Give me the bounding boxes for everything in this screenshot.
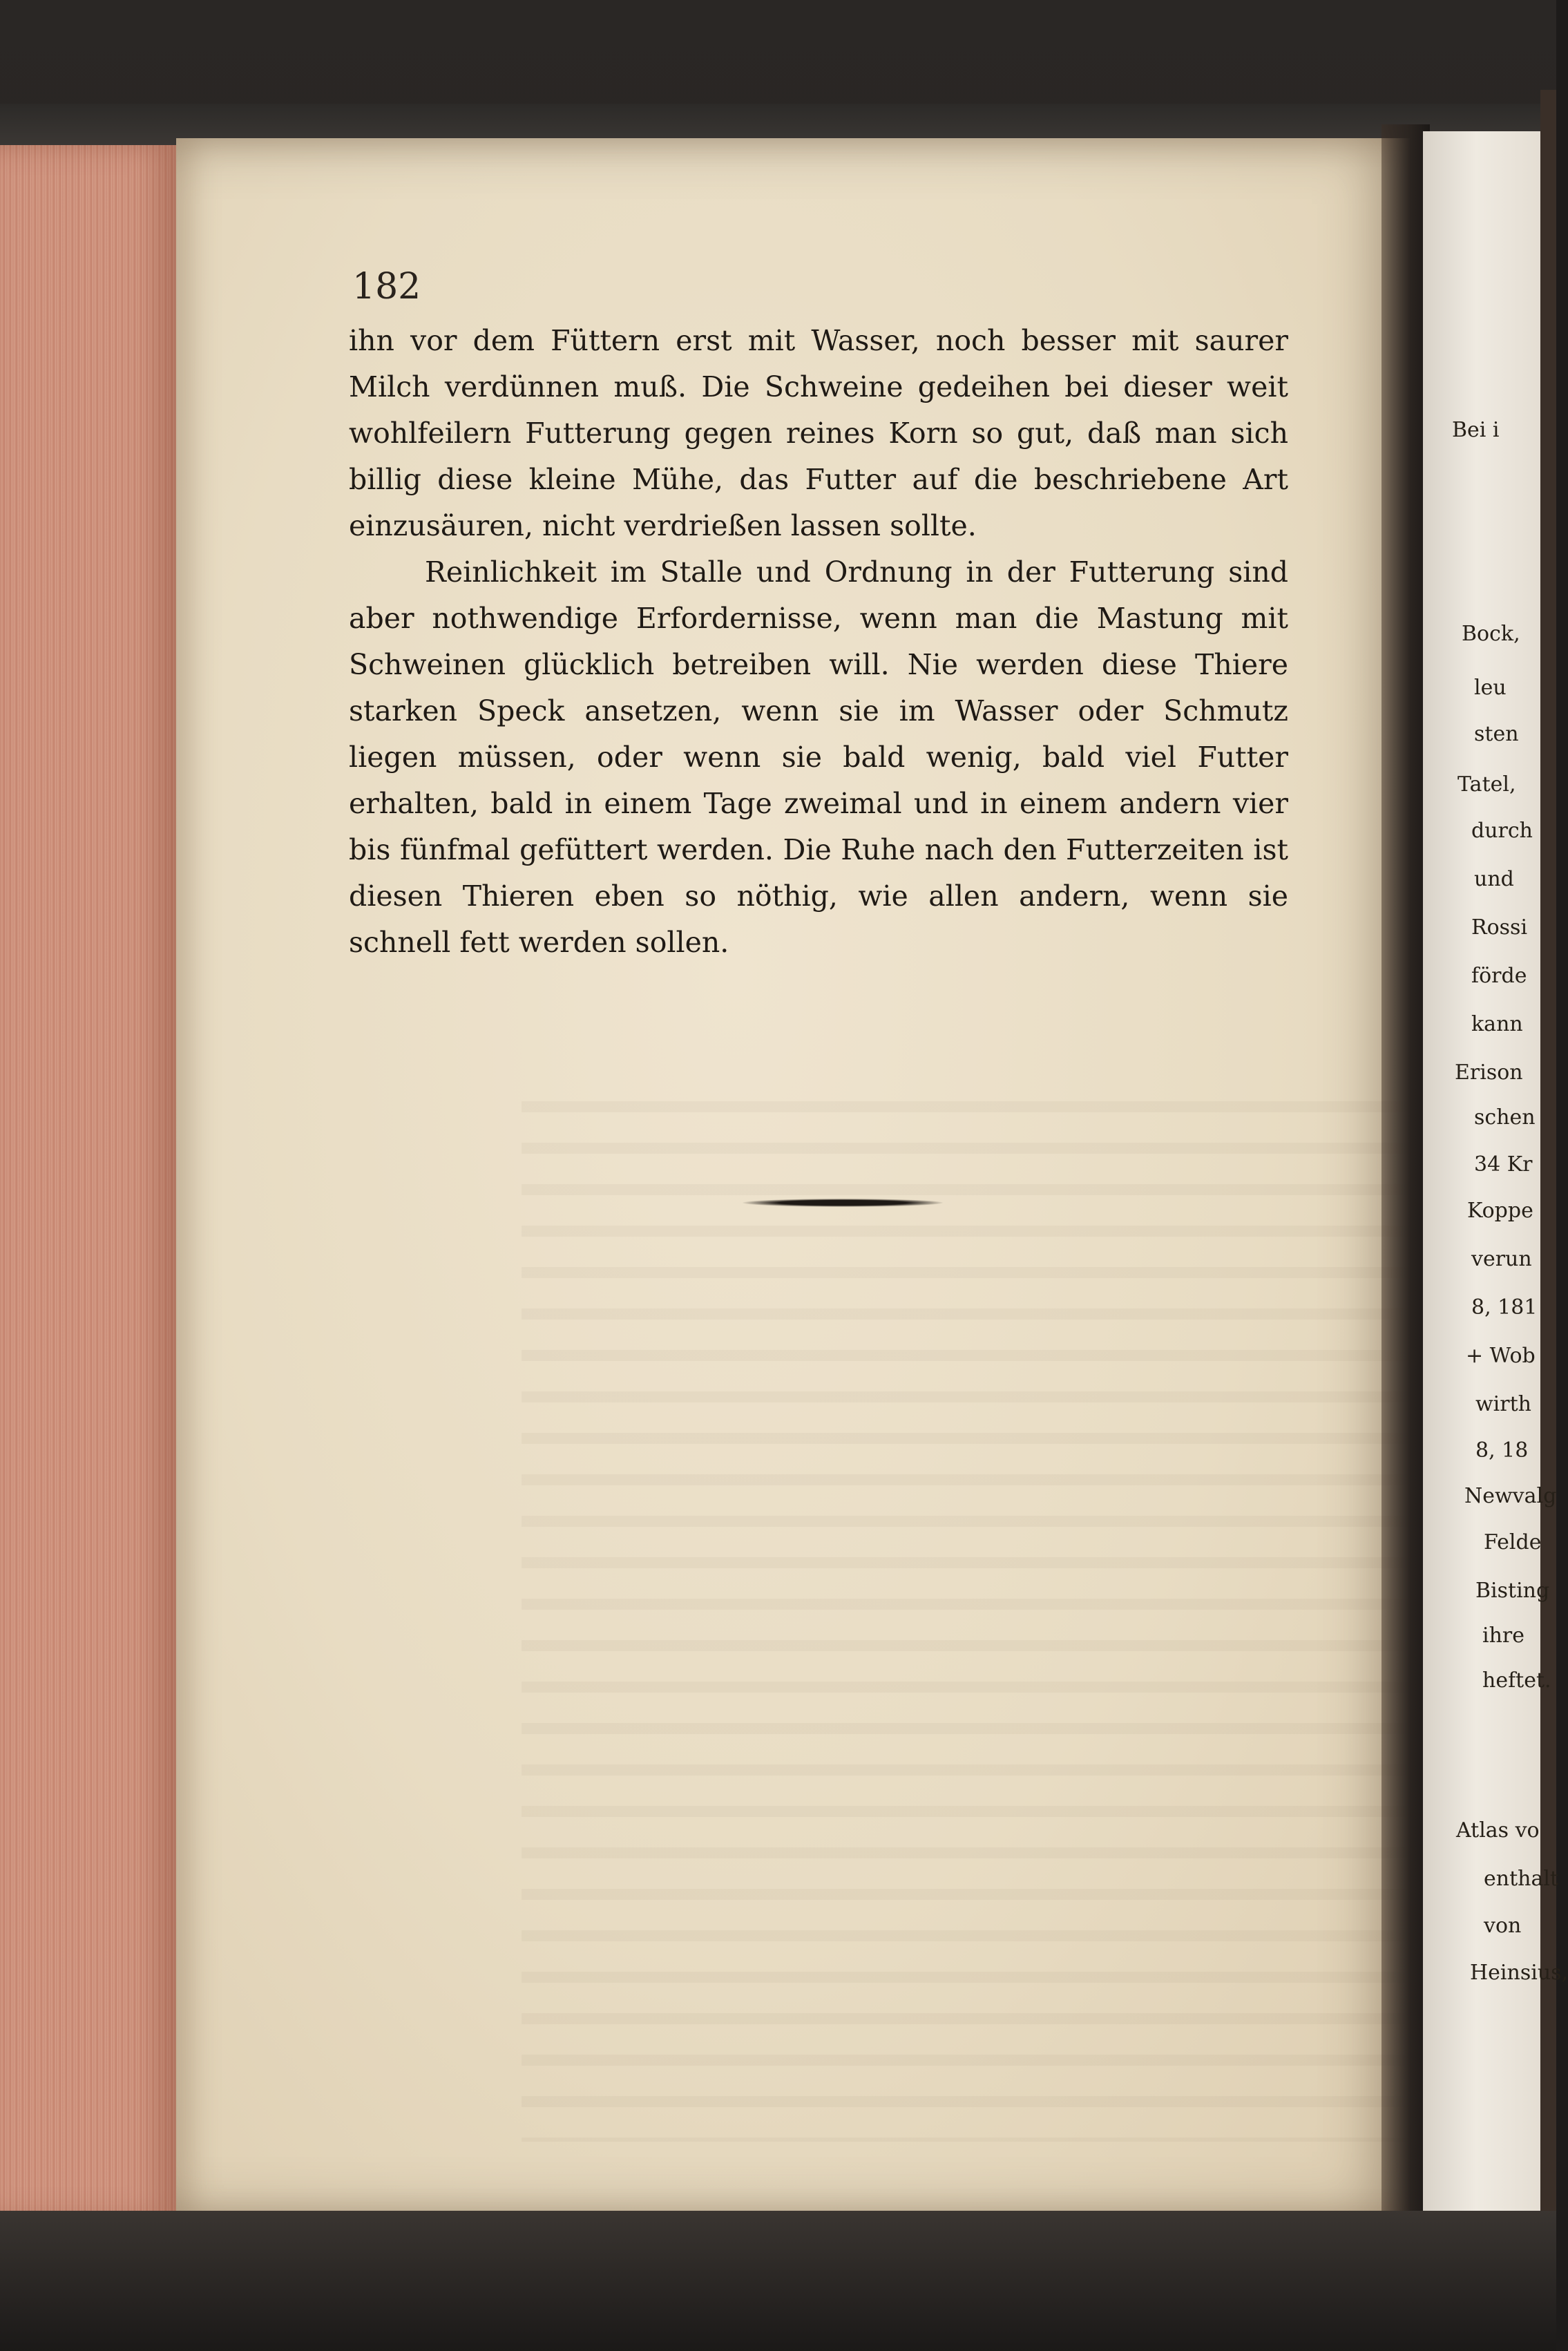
facing-line: enthalt [1484, 1867, 1558, 1891]
facing-line: Heinsius, [1470, 1961, 1568, 1985]
paragraph-2: Reinlichkeit im Stalle und Ordnung in der Futterung sind aber nothwendige Erfordernisse, wenn man die Mastung mit Schweinen glücklich betreiben will. Nie werden diese Thiere starken Speck ansetzen, wenn sie im Wasser oder Schmutz liegen müssen, oder wenn sie bald wenig, bald viel Futter erhalten, bald in einem Tage zweimal und in einem andern vier bis fünfmal gefüttert werden. Die Ruhe nach den Futterzeiten ist diesen Thieren eben so nöthig, wie allen andern, wenn sie schnell fett werden sollen. [349, 555, 1288, 959]
book-spine-right [1540, 90, 1556, 2266]
facing-line: schen [1474, 1105, 1536, 1130]
facing-line: 34 Kr [1474, 1152, 1533, 1177]
facing-line: Bock, [1462, 622, 1520, 646]
facing-line: förde [1471, 964, 1527, 988]
facing-line: Felde [1484, 1530, 1542, 1554]
facing-line: Tatel, [1457, 772, 1516, 797]
facing-page [1423, 131, 1556, 2225]
section-end-rule [743, 1199, 943, 1207]
facing-line: von [1484, 1914, 1522, 1938]
facing-line: 8, 181 [1471, 1295, 1538, 1320]
facing-line: Newvalg [1464, 1484, 1557, 1508]
facing-line: sten [1474, 722, 1519, 746]
facing-line: 8, 18 [1475, 1438, 1529, 1463]
facing-line: wirth [1475, 1392, 1531, 1416]
facing-line: verun [1471, 1247, 1532, 1271]
facing-line: leu [1474, 676, 1507, 700]
facing-line: Atlas vo [1456, 1818, 1540, 1843]
facing-line: Koppe [1467, 1199, 1533, 1223]
facing-line: Bei i [1452, 418, 1500, 442]
page-number: 182 [352, 266, 421, 307]
book-bottom-edge [0, 2211, 1556, 2351]
page-body [349, 318, 1288, 966]
show-through-text [522, 1071, 1419, 2142]
facing-line: heftet. [1482, 1668, 1551, 1693]
facing-line: Erison [1455, 1060, 1523, 1085]
facing-line: kann [1471, 1012, 1523, 1036]
facing-line: durch [1471, 819, 1533, 843]
facing-line: Rossi [1471, 915, 1528, 940]
facing-line: ihre [1482, 1624, 1525, 1648]
page-edges-left [0, 145, 180, 2218]
facing-line: und [1474, 867, 1514, 891]
paragraph-1: ihn vor dem Füttern erst mit Wasser, noch besser mit saurer Milch verdünnen muß. Die Schweine gedeihen bei dieser weit wohlfeilern Futterung gegen reines Korn so gut, daß man sich billig diese kleine Mühe, das Futter auf die beschriebene Art einzusäuren, nicht verdrießen lassen sollte. [349, 324, 1288, 542]
facing-line: Bisting [1475, 1579, 1550, 1603]
facing-line: + Wob [1466, 1344, 1536, 1368]
